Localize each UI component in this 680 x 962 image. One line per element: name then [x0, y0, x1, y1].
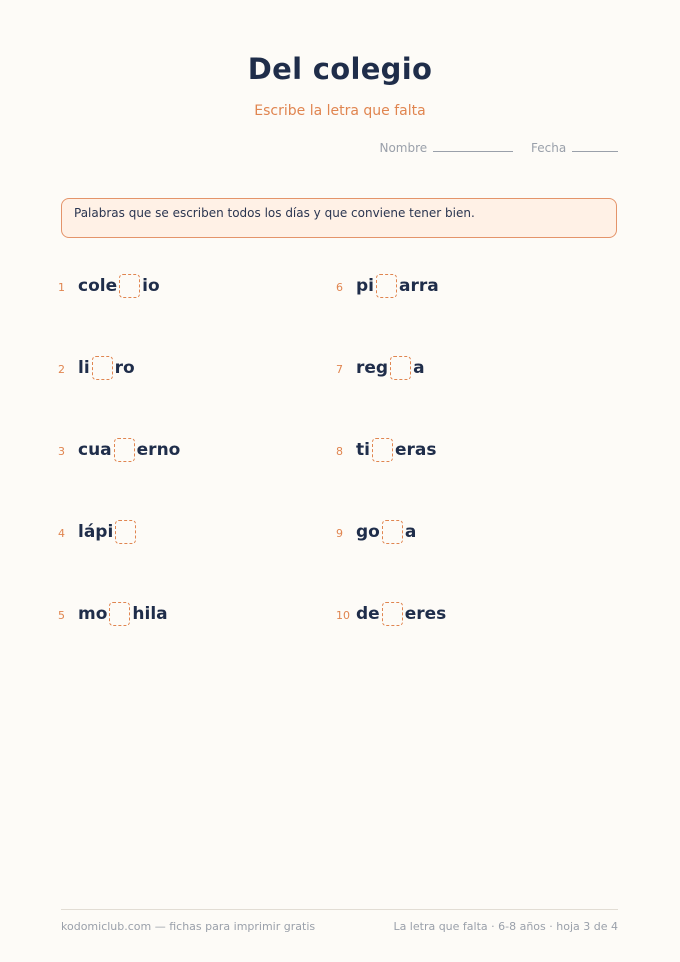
- missing-letter-box[interactable]: [115, 520, 136, 544]
- list-item: [336, 517, 416, 547]
- list-item: [336, 599, 446, 629]
- instruction-text: Palabras que se escriben todos los días y que conviene tener bien.: [74, 206, 475, 220]
- word-start: reg: [356, 358, 389, 378]
- name-label: Nombre: [379, 141, 428, 155]
- word-end: a: [413, 358, 425, 378]
- word-start: mo: [78, 604, 108, 624]
- word-end: a: [404, 522, 417, 542]
- word-start: li: [78, 358, 90, 378]
- word-start: ti: [356, 440, 370, 460]
- word-start: go: [356, 522, 380, 542]
- list-item: [336, 353, 425, 383]
- page-subtitle: Escribe la letra que falta: [254, 103, 426, 119]
- date-field[interactable]: [531, 139, 618, 155]
- footer-sheet-info: La letra que falta · 6-8 años · hoja 3 de 4: [393, 920, 618, 933]
- name-line: [433, 139, 513, 152]
- word-start: de: [356, 604, 380, 624]
- missing-letter-box[interactable]: [114, 438, 135, 462]
- missing-letter-box[interactable]: [119, 274, 140, 298]
- word-end: io: [142, 276, 160, 296]
- word-end: erno: [136, 440, 181, 460]
- item-number: 4: [58, 526, 65, 540]
- word: [78, 602, 168, 626]
- word: [356, 520, 416, 544]
- word: [78, 520, 138, 544]
- item-number: 8: [336, 444, 343, 458]
- item-number: 7: [336, 362, 343, 376]
- missing-letter-box[interactable]: [376, 274, 397, 298]
- word-end: arra: [399, 276, 439, 296]
- item-number: 2: [58, 362, 65, 376]
- word: [78, 274, 160, 298]
- missing-letter-box[interactable]: [382, 520, 403, 544]
- instruction-note: [61, 198, 617, 238]
- list-item: [58, 353, 135, 383]
- list-item: [336, 435, 436, 465]
- word-end: hila: [132, 604, 168, 624]
- missing-letter-box[interactable]: [372, 438, 393, 462]
- word-end: eres: [404, 604, 447, 624]
- item-number: 6: [336, 280, 343, 294]
- item-number: 9: [336, 526, 343, 540]
- footer-divider: [61, 909, 618, 910]
- missing-letter-box[interactable]: [92, 356, 113, 380]
- word-end: eras: [394, 440, 437, 460]
- word: [356, 356, 425, 380]
- name-date-fields: [379, 139, 618, 155]
- footer-site: kodomiclub.com — fichas para imprimir gratis: [61, 920, 316, 933]
- missing-letter-box[interactable]: [109, 602, 130, 626]
- word: [356, 274, 439, 298]
- word-start: lápi: [78, 522, 114, 542]
- list-item: [58, 517, 138, 547]
- missing-letter-box[interactable]: [390, 356, 411, 380]
- word: [356, 602, 446, 626]
- word: [78, 438, 180, 462]
- name-field[interactable]: [379, 139, 513, 155]
- word: [356, 438, 436, 462]
- list-item: [58, 271, 160, 301]
- word-end: ro: [114, 358, 135, 378]
- page-title: Del colegio: [247, 52, 433, 86]
- missing-letter-box[interactable]: [382, 602, 403, 626]
- item-number: 3: [58, 444, 65, 458]
- word-start: cole: [78, 276, 118, 296]
- date-label: Fecha: [530, 141, 567, 155]
- item-number: 10: [336, 608, 350, 622]
- word-start: cua: [78, 440, 112, 460]
- item-number: 1: [58, 280, 65, 294]
- list-item: [58, 435, 180, 465]
- list-item: [58, 599, 168, 629]
- date-line: [572, 139, 618, 152]
- word-start: pi: [356, 276, 374, 296]
- word: [78, 356, 135, 380]
- list-item: [336, 271, 439, 301]
- item-number: 5: [58, 608, 65, 622]
